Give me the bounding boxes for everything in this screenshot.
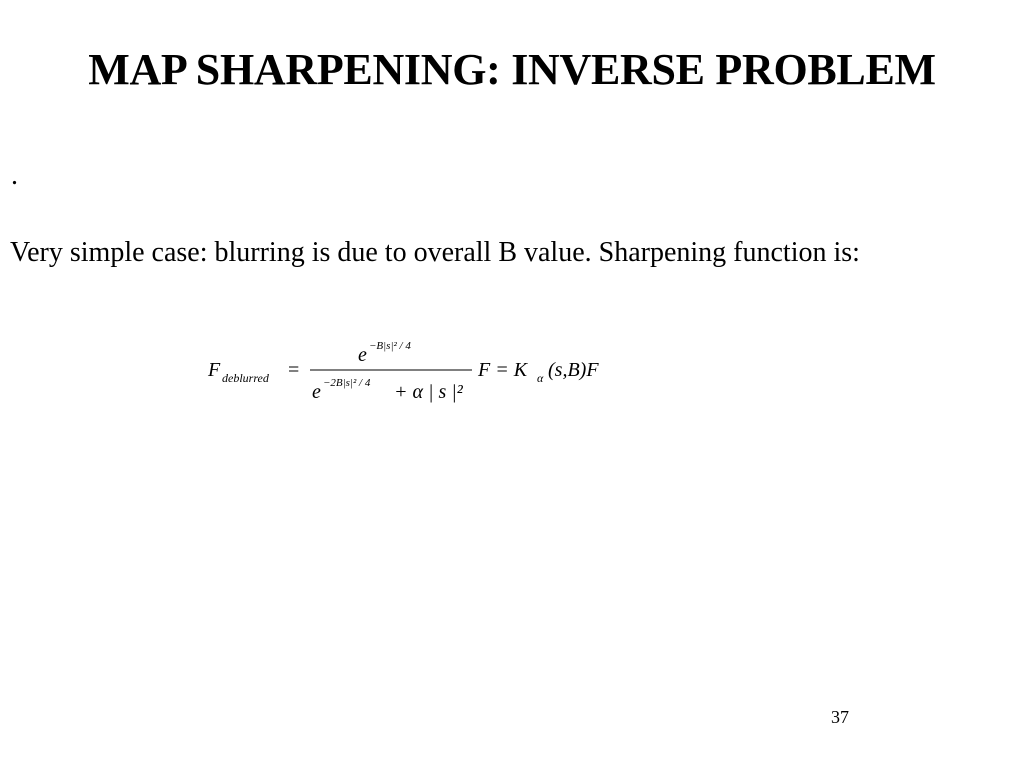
eq-lhs-symbol: F: [208, 359, 221, 381]
slide-title: MAP SHARPENING: INVERSE PROBLEM: [88, 45, 936, 94]
eq-k-subscript: α: [537, 371, 544, 385]
eq-after-fraction: F = K: [478, 359, 528, 381]
eq-k-arguments: (s,B)F: [548, 359, 599, 381]
eq-numerator-exponent: −B|s|² / 4: [369, 340, 411, 352]
eq-denominator-base: e: [312, 381, 321, 403]
eq-numerator-base: e: [358, 344, 367, 366]
sharpening-equation: [200, 332, 640, 412]
equation-graphic: [200, 332, 640, 412]
bullet-dot: .: [11, 160, 18, 191]
eq-lhs-subscript: deblurred: [222, 371, 269, 385]
eq-equals-sign: =: [288, 359, 300, 381]
body-text: Very simple case: blurring is due to overall B value. Sharpening function is:: [10, 237, 860, 268]
eq-denominator-tail: + α | s |²: [394, 381, 463, 403]
page-number: 37: [831, 707, 849, 727]
eq-denominator-exponent: −2B|s|² / 4: [323, 377, 371, 389]
